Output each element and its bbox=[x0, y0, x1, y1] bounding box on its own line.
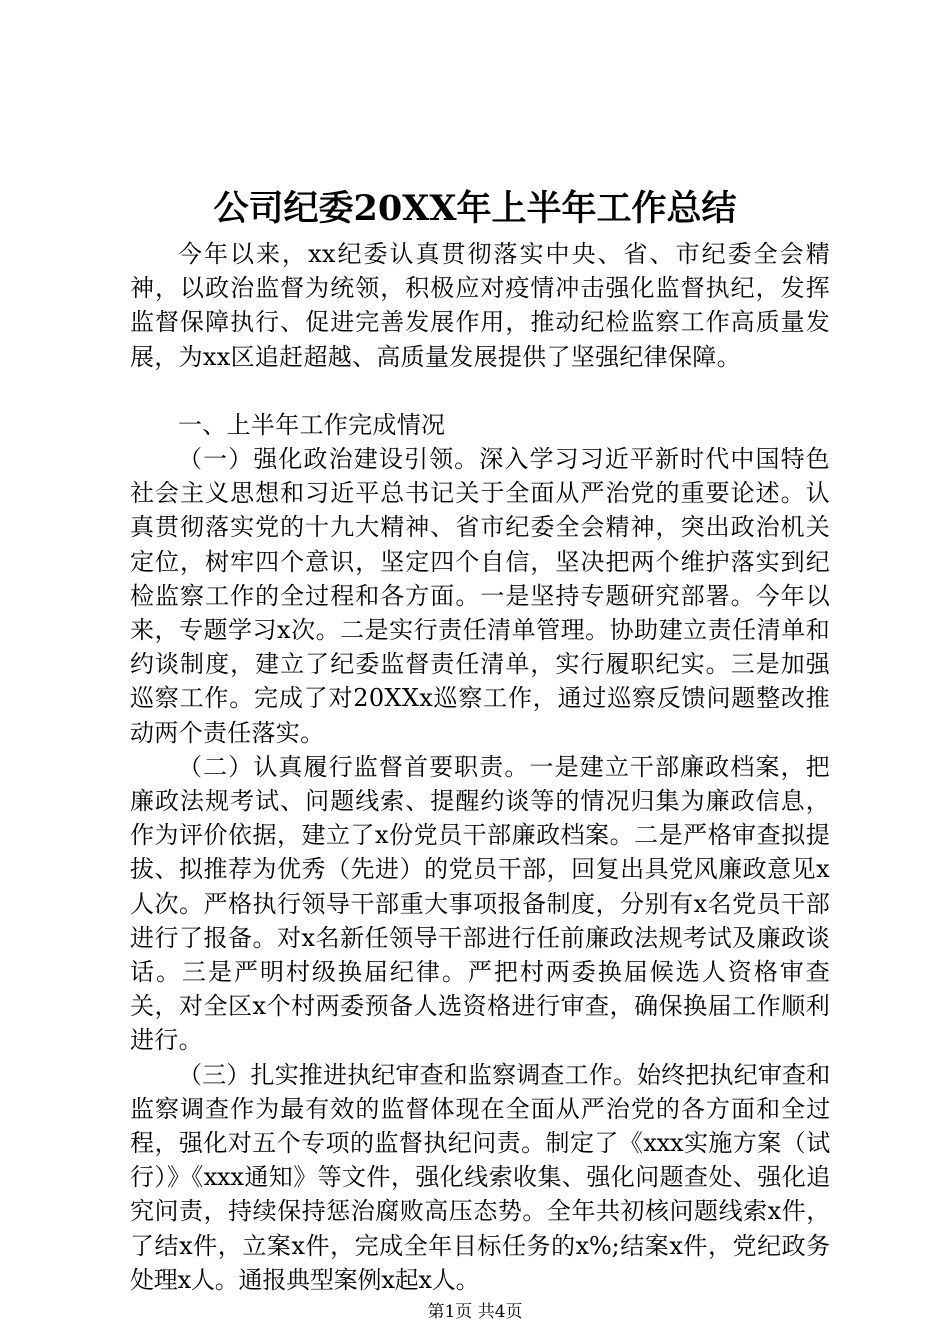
section-heading: 一、上半年工作完成情况 bbox=[178, 410, 446, 439]
page-footer: 第1页 共4页 bbox=[427, 1302, 523, 1322]
intro-paragraph: 今年以来，xx纪委认真贯彻落实中央、省、市纪委全会精神，以政治监督为统领，积极应对疫情冲击强化监督执纪，发挥监督保障执行、促进完善发展作用，推动纪检监察工作高质量发展，为xx区追赶超越、高质量发展提供了坚强纪律保障。 bbox=[130, 240, 830, 371]
body-paragraph-1: （一）强化政治建设引领。深入学习习近平新时代中国特色社会主义思想和习近平总书记关于全面从严治党的重要论述。认真贯彻落实党的十九大精神、省市纪委全会精神，突出政治机关定位，树牢四个意识，坚定四个自信，坚决把两个维护落实到纪检监察工作的全过程和各方面。一是坚持专题研究部署。今年以来，专题学习x次。二是实行责任清单管理。协助建立责任清单和约谈制度，建立了纪委监督责任清单，实行履职纪实。三是加强巡察工作。完成了对20XXx巡察工作，通过巡察反馈问题整改推动两个责任落实。 bbox=[130, 445, 830, 747]
paragraph-spacer bbox=[130, 374, 830, 408]
body-paragraph-2: （二）认真履行监督首要职责。一是建立干部廉政档案，把廉政法规考试、问题线索、提醒约谈等的情况归集为廉政信息，作为评价依据，建立了x份党员干部廉政档案。二是严格审查拟提拔、拟推荐为优秀（先进）的党员干部，回复出具党风廉政意见x人次。严格执行领导干部重大事项报备制度，分别有x名党员干部进行了报备。对x名新任领导干部进行任前廉政法规考试及廉政谈话。三是严明村级换届纪律。严把村两委换届候选人资格审查关，对全区x个村两委预备人选资格进行审查，确保换届工作顺利进行。 bbox=[130, 752, 830, 1055]
document-title: 公司纪委20XX年上半年工作总结 bbox=[213, 188, 737, 229]
body-paragraph-3: （三）扎实推进执纪审查和监察调查工作。始终把执纪审查和监察调查作为最有效的监督体现在全面从严治党的各方面和全过程，强化对五个专项的监督执纪问责。制定了《xxx实施方案（试行）》《xxx通知》等文件，强化线索收集、强化问题查处、强化追究问责，持续保持惩治腐败高压态势。全年共初核问题线索x件，了结x件，立案x件，完成全年目标任务的x%;结案x件，党纪政务处理x人。通报典型案例x起x人。 bbox=[130, 1060, 830, 1294]
document-body bbox=[130, 237, 830, 1297]
